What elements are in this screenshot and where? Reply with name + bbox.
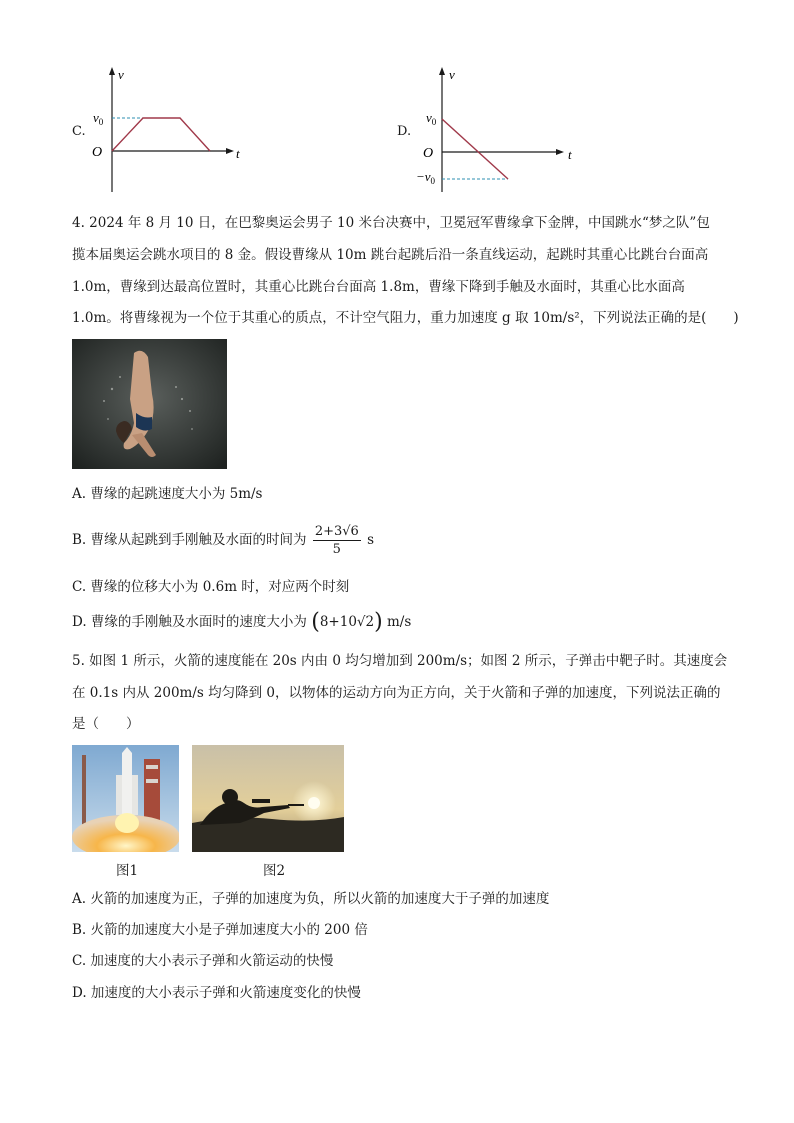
graph-c-letter: C.	[72, 124, 86, 139]
graph-c-curve	[112, 118, 210, 151]
q4-option-b	[72, 520, 374, 560]
q4-option-d-text: D. 曹缘的手刚触及水面时的速度大小为	[72, 614, 307, 630]
graph-c-t-label: t	[236, 146, 240, 161]
q5-line-1: 5. 如图 1 所示，火箭的速度能在 20s 内由 0 均匀增加到 200m/s；如图 2 所示，子弹击中靶子时。其速度会	[72, 653, 728, 669]
q4-option-d	[72, 610, 411, 635]
graph-d-v-label: v	[449, 67, 455, 82]
graph-d-curve	[442, 119, 508, 179]
q4-option-b-fraction	[313, 523, 361, 558]
graph-d	[412, 64, 587, 196]
fig2-caption: 图2	[263, 863, 286, 879]
graph-d-t-label: t	[568, 147, 572, 162]
q5-option-c: C. 加速度的大小表示子弹和火箭运动的快慢	[72, 953, 334, 969]
q4-option-d-unit: m/s	[387, 614, 412, 630]
graph-d-t-arrow	[556, 149, 564, 155]
graph-c-v-label: v	[118, 67, 124, 82]
q4-option-a: A. 曹缘的起跳速度大小为 5m/s	[72, 486, 263, 502]
graph-c-v0-label: $v_0$	[93, 110, 104, 127]
diver-photo	[72, 339, 227, 469]
graph-c-o-label: O	[92, 145, 103, 160]
q4-line-3: 1.0m，曹缘到达最高位置时，其重心比跳台台面高 1.8m，曹缘下降到手触及水面时，其重心比水面高	[72, 279, 685, 295]
q4-option-d-expr: 8+10√2	[319, 614, 375, 630]
q5-option-a: A. 火箭的加速度为正，子弹的加速度为负，所以火箭的加速度大于子弹的加速度	[72, 891, 550, 907]
graph-c-t-arrow	[226, 148, 234, 154]
q5-option-d: D. 加速度的大小表示子弹和火箭速度变化的快慢	[72, 985, 361, 1001]
graph-d-v0-label: $v_0$	[426, 110, 437, 127]
fig1-caption: 图1	[116, 863, 139, 879]
q5-line-3: 是（ ）	[72, 716, 140, 732]
graph-c-v-arrow	[109, 67, 115, 75]
sniper-photo	[192, 745, 344, 852]
graph-d-neg-v0-label: $-v_0$	[416, 169, 436, 186]
q4-option-d-close-paren: )	[374, 609, 383, 635]
graph-d-v-arrow	[439, 67, 445, 75]
q4-option-b-text: B. 曹缘从起跳到手刚触及水面的时间为	[72, 532, 307, 548]
rocket-photo	[72, 745, 179, 852]
q4-line-2: 揽本届奥运会跳水项目的 8 金。假设曹缘从 10m 跳台起跳后沿一条直线运动，起跳时其重心比跳台台面高	[72, 247, 709, 263]
q4-option-c: C. 曹缘的位移大小为 0.6m 时，对应两个时刻	[72, 579, 350, 595]
q4-line-1: 4. 2024 年 8 月 10 日，在巴黎奥运会男子 10 米台决赛中，卫冕冠军曹缘拿下金牌，中国跳水“梦之队”包	[72, 215, 710, 231]
graph-d-letter: D.	[397, 124, 412, 139]
q4-option-b-unit: s	[367, 532, 375, 548]
q4-option-d-open-paren: (	[311, 609, 320, 635]
graph-c	[88, 64, 258, 196]
graph-d-o-label: O	[423, 146, 434, 161]
q5-line-2: 在 0.1s 内从 200m/s 均匀降到 0，以物体的运动方向为正方向，关于火箭和子弹的加速度，下列说法正确的	[72, 685, 721, 701]
q5-option-b: B. 火箭的加速度大小是子弹加速度大小的 200 倍	[72, 922, 368, 938]
q4-line-4: 1.0m。将曹缘视为一个位于其重心的质点，不计空气阻力，重力加速度 g 取 10m/s²，下列说法正确的是( )	[72, 310, 739, 326]
q4-option-b-numerator: 2+3√6	[314, 524, 359, 539]
q4-option-b-denominator: 5	[332, 542, 341, 557]
